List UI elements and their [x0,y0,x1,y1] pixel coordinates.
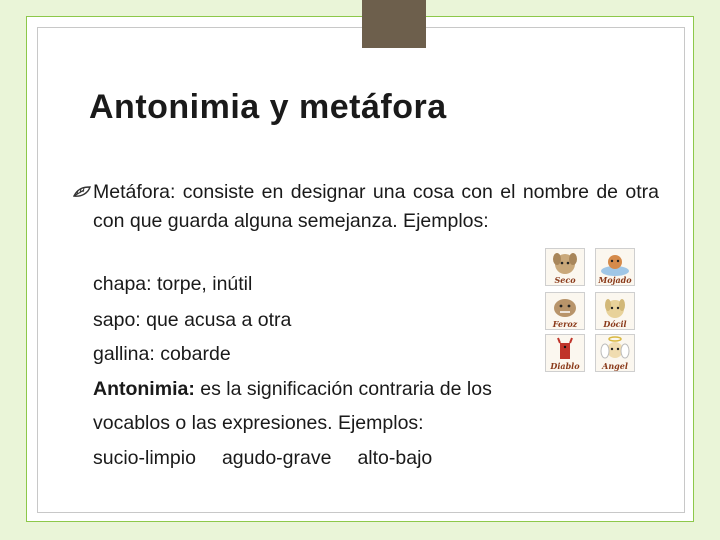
antonym-images-grid [543,248,667,374]
antonimia-examples [93,444,432,473]
antonimia-line-2: vocablos o las expresiones. Ejemplos: [93,412,424,434]
antonimia-definition-1: es la significación contraria de los [194,378,492,400]
image-diablo [545,334,585,372]
metafora-term: Metáfora [93,181,170,203]
metafora-paragraph [93,178,659,236]
decorative-tab [362,0,426,48]
image-label-feroz: Feroz [552,319,578,329]
antonimia-example-3: alto-bajo [357,447,433,469]
image-docil [595,292,635,330]
antonimia-term: Antonimia: [93,378,195,400]
image-label-mojado: Mojado [598,275,632,285]
leaf-bullet-icon [72,184,92,200]
metafora-example-3: gallina: cobarde [93,343,231,365]
image-label-diablo: Diablo [550,361,580,371]
image-feroz [545,292,585,330]
antonimia-example-1: sucio-limpio [93,447,196,469]
antonimia-line-1 [93,375,492,404]
image-label-docil: Dócil [603,319,627,329]
metafora-definition: : consiste en designar una cosa con el nombre de otra con que guarda alguna semejanza. Ejemplos: [93,181,659,232]
slide-title: Antonimia y metáfora [89,88,447,126]
image-seco [545,248,585,286]
image-label-angel: Angel [602,361,628,371]
image-angel [595,334,635,372]
image-mojado [595,248,635,286]
image-label-seco: Seco [554,275,576,285]
metafora-example-1: chapa: torpe, inútil [93,273,253,295]
metafora-example-2: sapo: que acusa a otra [93,309,292,331]
antonimia-example-2: agudo-grave [221,447,332,469]
